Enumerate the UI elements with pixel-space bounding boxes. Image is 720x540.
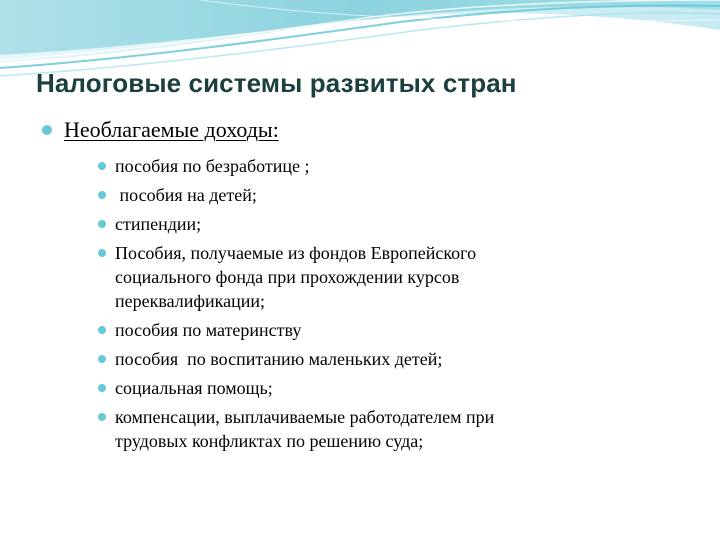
slide-title: Налоговые системы развитых стран	[36, 68, 517, 98]
list-item	[98, 212, 618, 236]
list-item	[98, 376, 618, 400]
list-item-text: пособия по материнству	[115, 320, 302, 340]
bullet-icon	[98, 162, 106, 170]
list-item	[98, 405, 618, 453]
bullet-icon	[98, 191, 106, 199]
bullet-list	[98, 154, 618, 458]
list-item-text: пособия по воспитанию маленьких детей;	[115, 349, 443, 369]
list-item-text: социальная помощь;	[115, 378, 273, 398]
list-item-text: стипендии;	[115, 214, 202, 234]
list-item-text: компенсации, выплачиваемые работодателем при трудовых конфликтах по решению суда;	[115, 407, 495, 451]
list-item	[98, 347, 618, 371]
list-item	[98, 154, 618, 178]
bullet-icon	[42, 125, 52, 135]
section-heading-row	[42, 117, 279, 143]
bullet-icon	[98, 326, 106, 334]
list-item-text: пособия на детей;	[115, 185, 257, 205]
list-item	[98, 183, 618, 207]
bullet-icon	[98, 249, 106, 257]
list-item-text: пособия по безработице ;	[115, 156, 310, 176]
section-heading: Необлагаемые доходы:	[64, 117, 279, 142]
list-item	[98, 241, 618, 313]
bullet-icon	[98, 355, 106, 363]
bullet-icon	[98, 384, 106, 392]
bullet-icon	[98, 220, 106, 228]
list-item	[98, 318, 618, 342]
bullet-icon	[98, 413, 106, 421]
list-item-text: Пособия, получаемые из фондов Европейского социального фонда при прохождении курсов переквалификации;	[115, 243, 477, 311]
